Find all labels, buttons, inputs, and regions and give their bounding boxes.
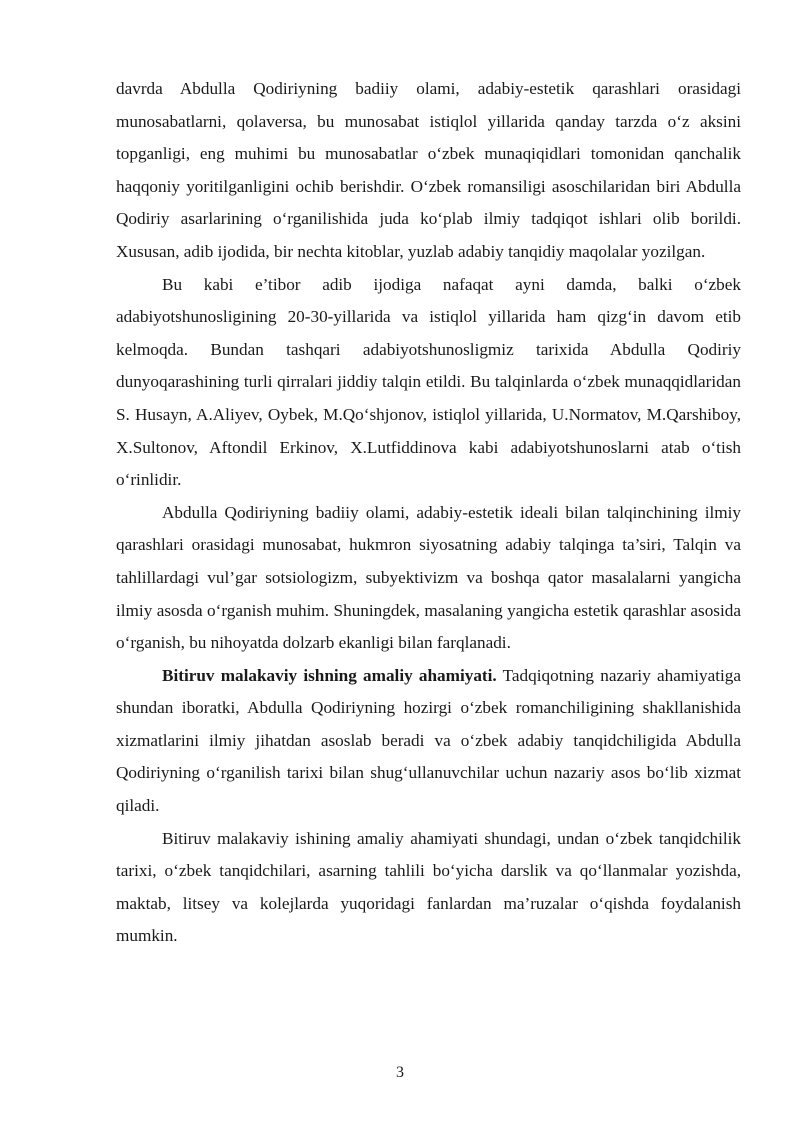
paragraph-3 [116, 497, 741, 660]
paragraph-2-text: Bu kabi e’tibor adib ijodiga nafaqat ayni damda, balki o‘zbek adabiyotshunosligining 20-30-yillarida va istiqlol yillarida ham qizg‘in davom etib kelmoqda. Bundan tashqari adabiyotshunosligmiz tarixida Abdulla Qodiriy dunyoqarashining turli qirralari jiddiy talqin etildi. Bu talqinlarda o‘zbek munaqqidlaridan S. Husayn, A.Aliyev, Oybek, M.Qo‘shjonov, istiqlol yillarida, U.Normatov, M.Qarshiboy, X.Sultonov, Aftondil Erkinov, X.Lutfiddinova kabi adabiyotshunoslarni atab o‘tish o‘rinlidir. [116, 274, 741, 490]
paragraph-2 [116, 269, 741, 497]
paragraph-5-text: Bitiruv malakaviy ishining amaliy ahamiyati shundagi, undan o‘zbek tanqidchilik tarixi, o‘zbek tanqidchilari, asarning tahlili bo‘yicha darslik va qo‘llanmalar yozishda, maktab, litsey va kolejlarda yuqoridagi fanlardan ma’ruzalar o‘qishda foydalanish mumkin. [116, 828, 741, 946]
paragraph-1 [116, 73, 741, 269]
paragraph-5 [116, 823, 741, 953]
paragraph-4 [116, 660, 741, 823]
paragraph-3-text: Abdulla Qodiriyning badiiy olami, adabiy-estetik ideali bilan talqinchining ilmiy qarashlari orasidagi munosabat, hukmron siyosatning adabiy talqinga ta’siri, Talqin va tahlillardagi vul’gar sotsiologizm, subyektivizm va boshqa qator masalalarni yangicha ilmiy asosda o‘rganish muhim. Shuningdek, masalaning yangicha estetik qarashlar asosida o‘rganish, bu nihoyatda dolzarb ekanligi bilan farqlanadi. [116, 502, 741, 653]
paragraph-1-text: davrda Abdulla Qodiriyning badiiy olami, adabiy-estetik qarashlari orasidagi munosabatlarni, qolaversa, bu munosabat istiqlol yillarida qanday tarzda o‘z aksini topganligi, eng muhimi bu munosabatlar o‘zbek munaqiqidlari tomonidan qanchalik haqqoniy yoritilganligini ochib berishdir. O‘zbek romansiligi asoschilaridan biri Abdulla Qodiriy asarlarining o‘rganilishida juda ko‘plab ilmiy tadqiqot ishlari olib borildi. Xususan, adib ijodida, bir nechta kitoblar, yuzlab adabiy tanqidiy maqolalar yozilgan. [116, 79, 741, 261]
page-number: 3 [396, 1064, 404, 1081]
document-body [116, 73, 741, 953]
paragraph-4-text: Tadqiqotning nazariy ahamiyatiga shundan iboratki, Abdulla Qodiriyning hozirgi o‘zbek romanchiligining shakllanishida xizmatlarini ilmiy jihatdan asoslab beradi va o‘zbek adabiy tanqidchiligida Abdulla Qodiriyning o‘rganilish tarixi bilan shug‘ullanuvchilar uchun nazariy asos bo‘lib xizmat qiladi. [116, 665, 741, 816]
section-heading-practical-significance: Bitiruv malakaviy ishning amaliy ahamiyati. [162, 665, 497, 685]
